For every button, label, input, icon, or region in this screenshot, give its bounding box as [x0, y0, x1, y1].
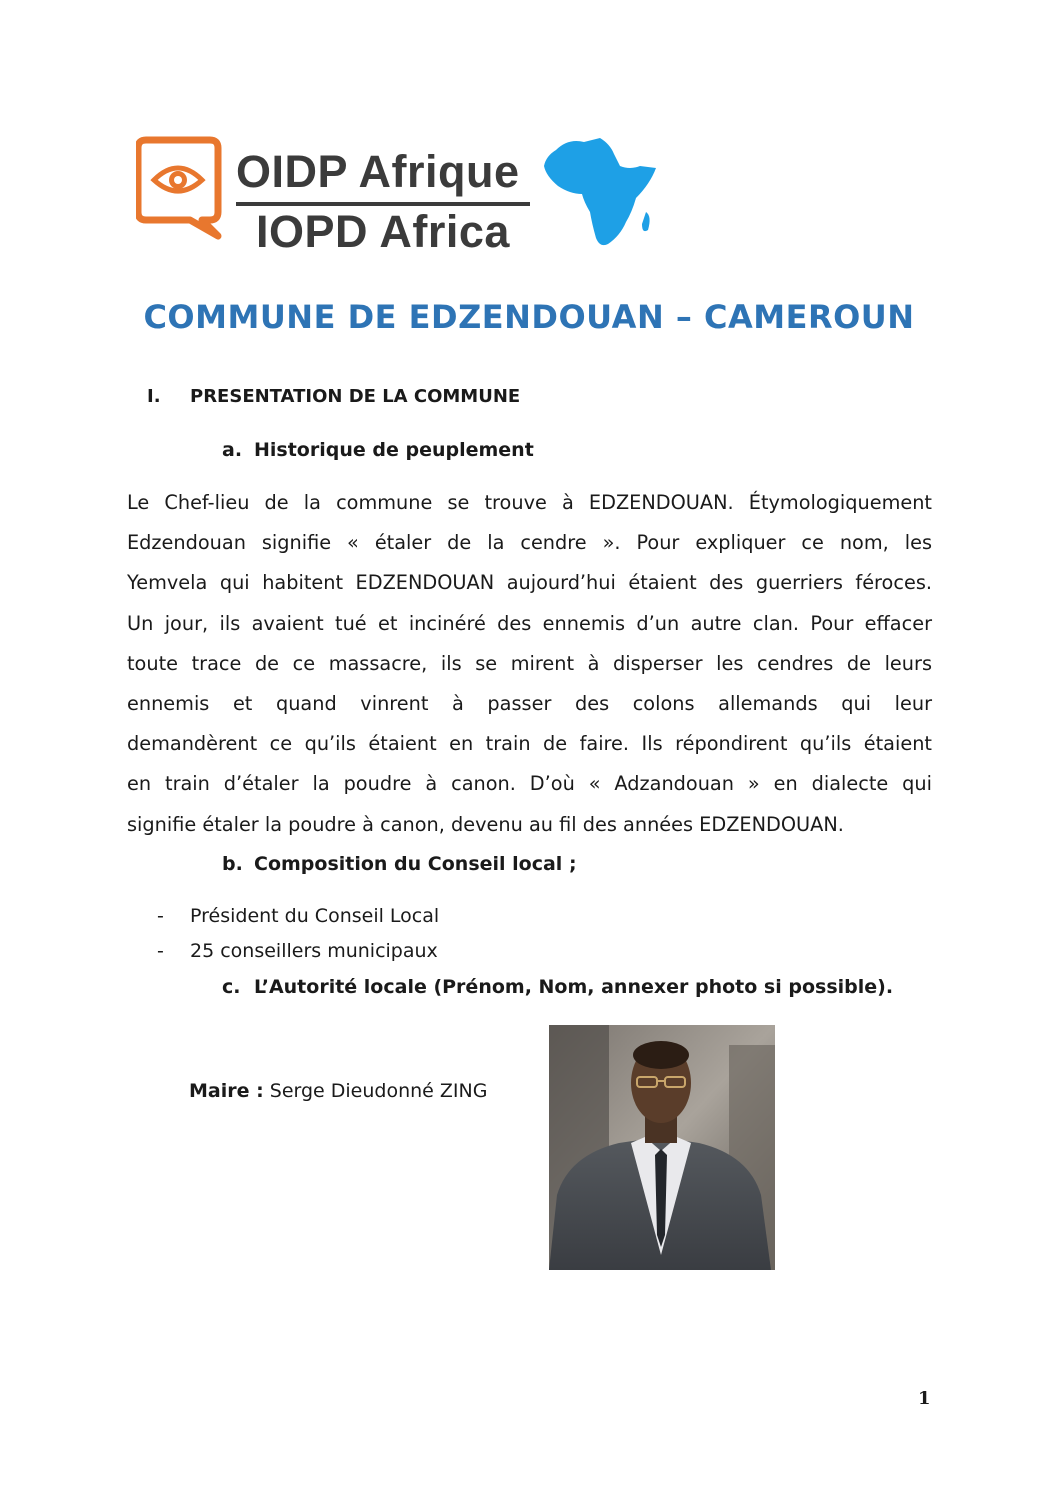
list-bullet: -	[157, 940, 164, 962]
list-bullet: -	[157, 905, 164, 927]
paragraph-line: signifie étaler la poudre à canon, devenu au fil des années EDZENDOUAN.	[127, 812, 844, 836]
subsection-c-marker: c.	[222, 976, 241, 998]
paragraph-line: ennemis et quand vinrent à passer des colons allemands qui leur	[127, 691, 932, 715]
historique-paragraph	[127, 483, 932, 845]
speech-bubble-eye-icon	[136, 136, 241, 246]
paragraph-line: en train d’étaler la poudre à canon. D’où « Adzandouan » en dialecte qui	[127, 772, 932, 796]
oidp-logo	[128, 128, 663, 258]
list-item: 25 conseillers municipaux	[190, 940, 438, 962]
mayor-label: Maire :	[189, 1080, 264, 1102]
section-number: I.	[147, 386, 161, 407]
subsection-c-heading: L’Autorité locale (Prénom, Nom, annexer photo si possible).	[254, 976, 894, 998]
paragraph-line: toute trace de ce massacre, ils se mirent à disperser les cendres de leurs	[127, 651, 932, 675]
mayor-name: Serge Dieudonné ZING	[263, 1080, 488, 1102]
page-title: COMMUNE DE EDZENDOUAN – CAMEROUN	[143, 298, 915, 336]
logo-text-english: IOPD Africa	[256, 206, 510, 257]
subsection-a-marker: a.	[222, 439, 243, 461]
paragraph-line: demandèrent ce qu’ils étaient en train de faire. Ils répondirent qu’ils étaient	[127, 732, 932, 756]
logo-text-french: OIDP Afrique	[236, 146, 520, 197]
paragraph-line: Edzendouan signifie « étaler de la cendre ». Pour expliquer ce nom, les	[127, 531, 932, 555]
page-number: 1	[918, 1388, 931, 1409]
mayor-photo	[549, 1025, 775, 1270]
subsection-a-heading: Historique de peuplement	[254, 439, 534, 461]
paragraph-line: Un jour, ils avaient tué et incinéré des ennemis d’un autre clan. Pour effacer	[127, 611, 932, 635]
subsection-b-marker: b.	[222, 853, 243, 875]
list-item: Président du Conseil Local	[190, 905, 440, 927]
section-heading: PRESENTATION DE LA COMMUNE	[190, 386, 521, 407]
paragraph-line: Yemvela qui habitent EDZENDOUAN aujourd’hui étaient des guerriers féroces.	[127, 571, 932, 595]
africa-map-icon	[538, 132, 663, 254]
mayor-line	[189, 1080, 487, 1102]
paragraph-line: Le Chef-lieu de la commune se trouve à EDZENDOUAN. Étymologiquement	[127, 491, 932, 514]
subsection-b-heading: Composition du Conseil local ;	[254, 853, 577, 875]
